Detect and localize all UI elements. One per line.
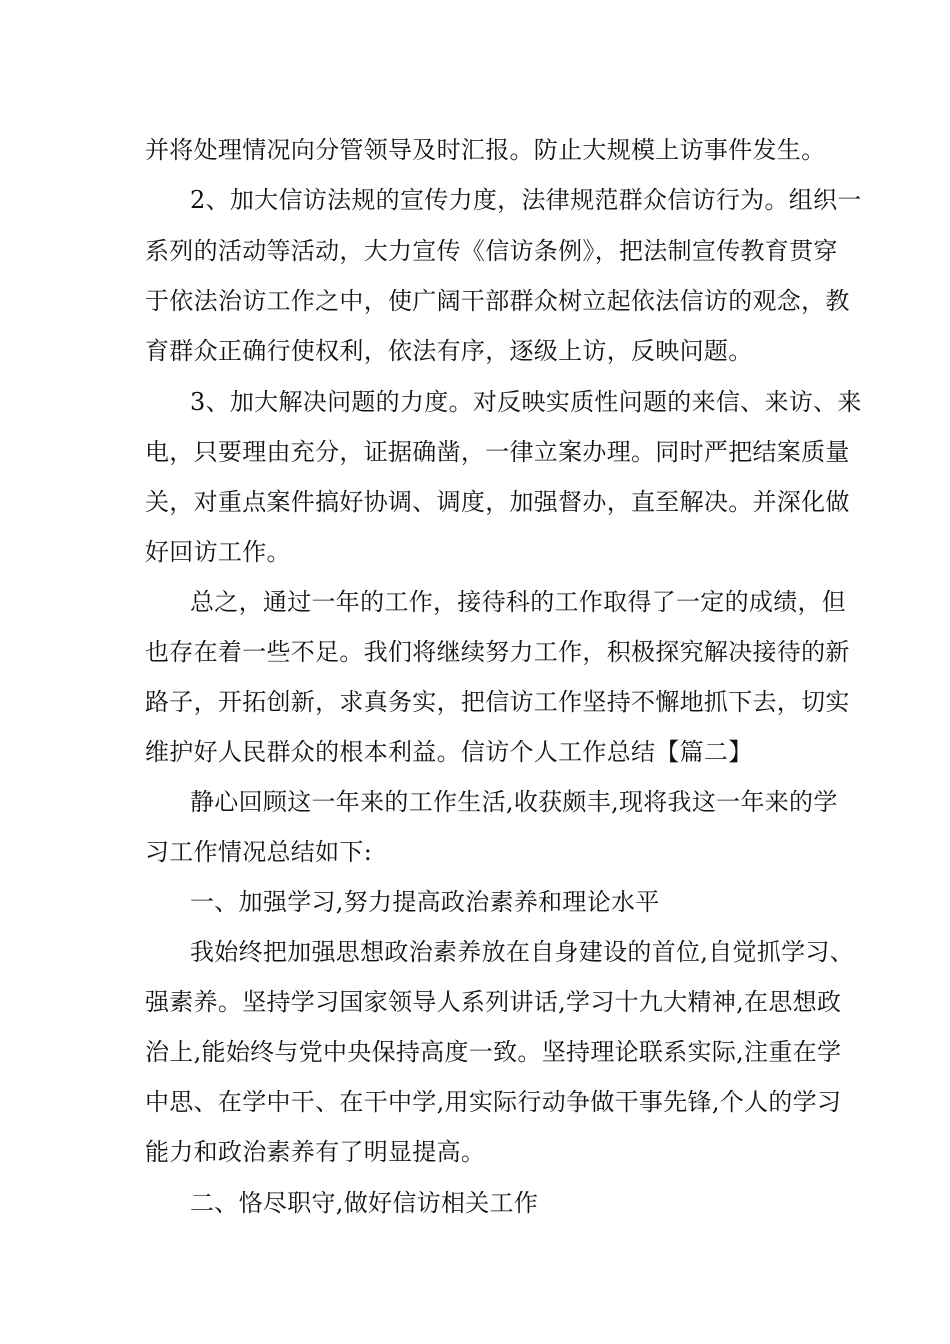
text-line: 中思、在学中干、在干中学,用实际行动争做干事先锋,个人的学习 — [145, 1088, 842, 1116]
section-heading: 一、加强学习,努力提高政治素养和理论水平 — [190, 888, 660, 916]
text-line: 路子，开拓创新，求真务实，把信访工作坚持不懈地抓下去，切实 — [145, 688, 850, 716]
text-line: 习工作情况总结如下: — [145, 838, 373, 866]
text-line: 总之，通过一年的工作，接待科的工作取得了一定的成绩，但 — [190, 588, 847, 616]
text-line: 也存在着一些不足。我们将继续努力工作，积极探究解决接待的新 — [145, 638, 850, 666]
text-line: 3、加大解决问题的力度。对反映实质性问题的来信、来访、来 — [190, 388, 862, 416]
section-heading: 二、恪尽职守,做好信访相关工作 — [190, 1189, 539, 1217]
text-line: 2、加大信访法规的宣传力度，法律规范群众信访行为。组织一 — [190, 186, 862, 214]
text-line: 治上,能始终与党中央保持高度一致。坚持理论联系实际,注重在学 — [145, 1038, 842, 1066]
text-line: 育群众正确行使权利，依法有序，逐级上访，反映问题。 — [145, 337, 753, 365]
text-line: 能力和政治素养有了明显提高。 — [145, 1138, 486, 1166]
text-line: 好回访工作。 — [145, 538, 291, 566]
text-line: 系列的活动等活动，大力宣传《信访条例》，把法制宣传教育贯穿 — [145, 237, 838, 265]
text-line: 关，对重点案件搞好协调、调度，加强督办，直至解决。并深化做 — [145, 488, 850, 516]
text-line: 并将处理情况向分管领导及时汇报。防止大规模上访事件发生。 — [145, 136, 826, 164]
text-line: 静心回顾这一年来的工作生活,收获颇丰,现将我这一年来的学 — [190, 788, 838, 816]
text-line: 我始终把加强思想政治素养放在自身建设的首位,自觉抓学习、 — [190, 938, 855, 966]
text-line: 维护好人民群众的根本利益。信访个人工作总结【篇二】 — [145, 738, 753, 766]
text-line: 电，只要理由充分，证据确凿，一律立案办理。同时严把结案质量 — [145, 438, 850, 466]
text-line: 于依法治访工作之中，使广阔干部群众树立起依法信访的观念，教 — [145, 287, 850, 315]
text-line: 强素养。坚持学习国家领导人系列讲话,学习十九大精神,在思想政 — [145, 988, 842, 1016]
